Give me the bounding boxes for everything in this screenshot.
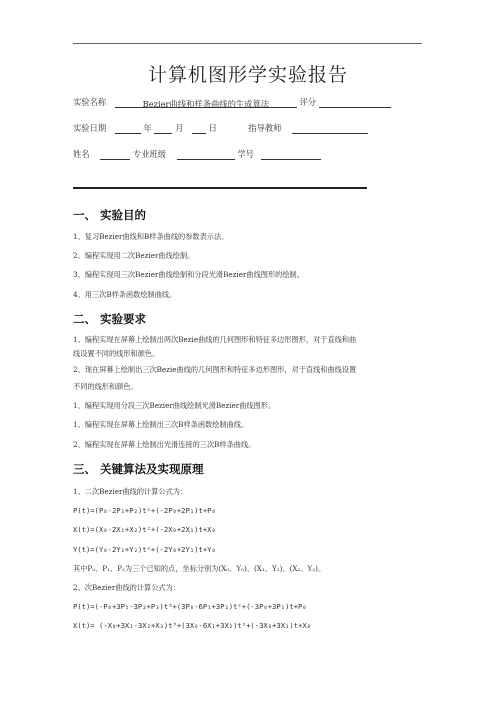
experiment-name-value: Bezier曲线和样条曲线的生成算法: [142, 99, 270, 109]
text-line: 1、二次Bezier曲线的计算公式为：: [73, 487, 188, 496]
section-heading-objective: 一、 实验目的: [73, 208, 147, 222]
experiment-name-label: 实验名称: [73, 97, 107, 107]
experiment-name-field[interactable]: [115, 98, 297, 108]
list-item: 2、现在屏幕上绘制出三次Bezie曲线的几何图形和特征多边形图形，对于直线和曲线设置: [73, 365, 357, 374]
list-item: 1、编程实现在屏幕上绘制出两次Bezie曲线的几何图形和特征多边形图形，对于直线和曲: [73, 335, 357, 344]
year-label: 年: [143, 123, 152, 133]
teacher-label: 指导教师: [248, 123, 282, 133]
score-field[interactable]: [319, 98, 391, 108]
top-rule: [73, 43, 422, 44]
meta-row-experiment: [73, 96, 391, 108]
section-divider: [73, 187, 367, 189]
list-item: 1、复习Bezier曲线和B样条曲线的参数表示法。: [73, 232, 229, 241]
date-label: 实验日期: [73, 123, 107, 133]
page-title: 计算机图形学实验报告: [147, 64, 348, 86]
meta-row-student: [73, 148, 321, 160]
student-name-field[interactable]: [100, 150, 130, 160]
list-item: 2、编程实现在屏幕上绘制出光滑连接的三次B样条曲线。: [73, 440, 256, 449]
list-item: 不同的线形和颜色。: [73, 382, 138, 391]
list-item: 线设置不同的线形和颜色。: [73, 349, 160, 358]
student-id-field[interactable]: [261, 150, 321, 160]
formula-line: X(t)= (-X₀+3X₁-3X₂+X₃)t³+(3X₀-6X₁+3X₂)t²+(-3X₀+3X₁)t+X₀: [73, 621, 311, 630]
list-item: 1、编程实现在屏幕上绘制出三次B样条函数绘制曲线。: [73, 420, 249, 429]
formula-line: X(t)=(X₀-2X₁+X₂)t²+(-2X₀+2X₁)t+X₀: [73, 525, 216, 534]
formula-line: P(t)=(P₀-2P₁+P₂)t²+(-2P₀+2P₁)t+P₀: [73, 506, 216, 515]
student-id-label: 学号: [237, 149, 254, 159]
month-label: 月: [175, 123, 184, 133]
list-item: 2、编程实现用二次Bezier曲线绘制。: [73, 251, 195, 260]
section-heading-algorithm: 三、 关键算法及实现原理: [73, 462, 204, 476]
section-heading-requirements: 二、 实验要求: [73, 312, 147, 326]
year-field[interactable]: [115, 124, 141, 134]
formula-line: P(t)=(-P₀+3P₁-3P₂+P₃)t³+(3P₀-6P₁+3P₂)t²+(-3P₀+3P₁)t+P₀: [73, 602, 307, 611]
day-field[interactable]: [192, 124, 206, 134]
class-field[interactable]: [177, 150, 235, 160]
text-line: 其中P₀、P₁、P₂为三个已知的点，坐标分别为(X₀、Y₀)、(X₁、Y₁)、(X₂、Y₂)。: [73, 564, 326, 573]
meta-row-date: [73, 122, 368, 134]
day-label: 日: [208, 123, 217, 133]
score-label: 评分: [299, 97, 317, 107]
list-item: 3、编程实现用三次Bezier曲线绘制和分段光滑Bezier曲线图形的绘制。: [73, 270, 304, 279]
class-label: 专业班级: [132, 149, 167, 159]
text-line: 2、次Bezier曲线的计算公式为：: [73, 583, 180, 592]
teacher-field[interactable]: [292, 124, 368, 134]
student-name-label: 姓名: [73, 149, 90, 159]
list-item: 1、编程实现用分段三次Bezier曲线绘制光滑Bezier曲线图形。: [73, 401, 276, 410]
month-field[interactable]: [154, 124, 172, 134]
formula-line: Y(t)=(Y₀-2Y₁+Y₂)t²+(-2Y₀+2Y₁)t+Y₀: [73, 545, 216, 554]
list-item: 4、用三次B样条函数绘制曲线。: [73, 290, 177, 299]
